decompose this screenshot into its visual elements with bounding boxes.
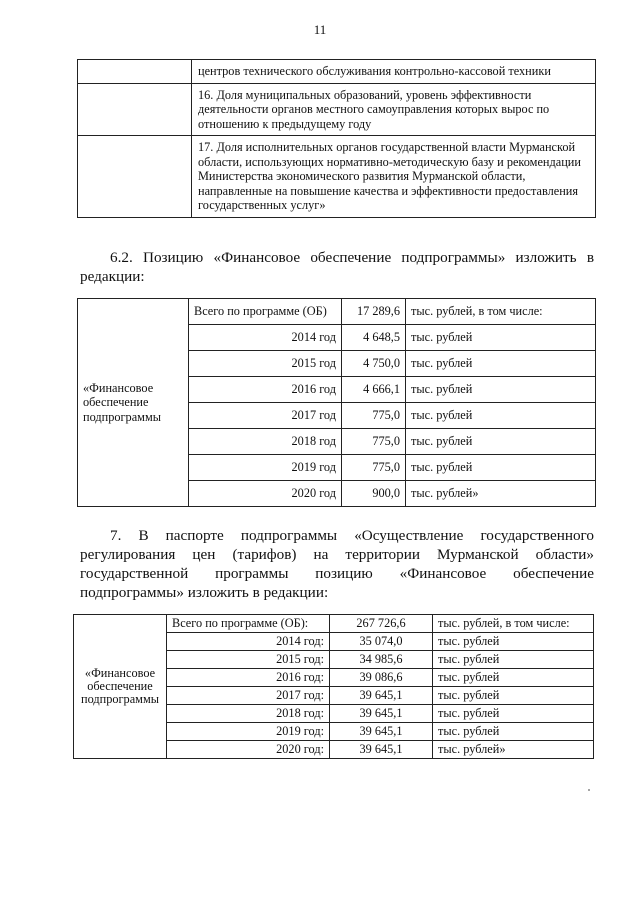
- period-cell: Всего по программе (ОБ):: [167, 615, 330, 633]
- period-cell: 2016 год:: [167, 669, 330, 687]
- paragraph-6-2: [80, 248, 594, 286]
- value-cell: 39 645,1: [330, 741, 433, 759]
- value-cell: 900,0: [342, 481, 406, 507]
- unit-cell: тыс. рублей, в том числе:: [433, 615, 594, 633]
- period-cell: 2016 год: [189, 377, 342, 403]
- value-cell: 17 289,6: [342, 299, 406, 325]
- paragraph-line: государственной программы позицию «Финансовое обеспечение: [80, 565, 594, 582]
- value-cell: 775,0: [342, 403, 406, 429]
- period-cell: 2020 год:: [167, 741, 330, 759]
- financing-label: «Финансовое обеспечение подпрограммы: [78, 299, 189, 507]
- value-cell: 39 645,1: [330, 723, 433, 741]
- period-cell: 2015 год: [189, 351, 342, 377]
- value-cell: 34 985,6: [330, 651, 433, 669]
- unit-cell: тыс. рублей: [406, 351, 596, 377]
- value-cell: 4 648,5: [342, 325, 406, 351]
- indicators-table: [77, 59, 596, 218]
- period-cell: 2017 год: [189, 403, 342, 429]
- indicator-text: центров технического обслуживания контрольно-кассовой техники: [192, 60, 596, 84]
- value-cell: 775,0: [342, 455, 406, 481]
- period-cell: 2018 год: [189, 429, 342, 455]
- unit-cell: тыс. рублей: [406, 455, 596, 481]
- period-cell: 2014 год: [189, 325, 342, 351]
- period-cell: 2019 год:: [167, 723, 330, 741]
- value-cell: 267 726,6: [330, 615, 433, 633]
- value-cell: 775,0: [342, 429, 406, 455]
- value-cell: 4 666,1: [342, 377, 406, 403]
- paragraph-7: [80, 526, 594, 602]
- table-row: [78, 60, 596, 84]
- table-row: [78, 136, 596, 218]
- paragraph-line: 7. В паспорте подпрограммы «Осуществление государственного: [110, 527, 594, 544]
- table-row: [78, 299, 596, 325]
- value-cell: 39 645,1: [330, 705, 433, 723]
- empty-cell: [78, 136, 192, 218]
- period-cell: 2014 год:: [167, 633, 330, 651]
- financing-table-6-2: [77, 298, 596, 507]
- unit-cell: тыс. рублей»: [406, 481, 596, 507]
- value-cell: 39 086,6: [330, 669, 433, 687]
- unit-cell: тыс. рублей: [433, 705, 594, 723]
- paragraph-line: 6.2. Позицию «Финансовое обеспечение подпрограммы» изложить в: [110, 249, 594, 266]
- empty-cell: [78, 83, 192, 136]
- scan-speck: [588, 789, 590, 791]
- value-cell: 4 750,0: [342, 351, 406, 377]
- unit-cell: тыс. рублей: [433, 723, 594, 741]
- period-cell: 2019 год: [189, 455, 342, 481]
- period-cell: 2020 год: [189, 481, 342, 507]
- financing-label: «Финансовое обеспечение подпрограммы: [74, 615, 167, 759]
- unit-cell: тыс. рублей»: [433, 741, 594, 759]
- paragraph-line: редакции:: [80, 268, 145, 285]
- table-row: [78, 83, 596, 136]
- financing-table-7: [73, 614, 594, 759]
- unit-cell: тыс. рублей: [433, 687, 594, 705]
- table-row: [74, 615, 594, 633]
- unit-cell: тыс. рублей: [406, 403, 596, 429]
- empty-cell: [78, 60, 192, 84]
- unit-cell: тыс. рублей: [406, 377, 596, 403]
- period-cell: Всего по программе (ОБ): [189, 299, 342, 325]
- unit-cell: тыс. рублей: [406, 325, 596, 351]
- unit-cell: тыс. рублей: [433, 651, 594, 669]
- paragraph-line: подпрограммы» изложить в редакции:: [80, 584, 329, 601]
- page-number: 11: [313, 22, 327, 37]
- indicator-text: 16. Доля муниципальных образований, уровень эффективности деятельности органов местного самоуправления которых вырос по отношению к предыдущему году: [192, 83, 596, 136]
- unit-cell: тыс. рублей: [406, 429, 596, 455]
- paragraph-line: регулирования цен (тарифов) на территории Мурманской области»: [80, 546, 594, 563]
- value-cell: 35 074,0: [330, 633, 433, 651]
- period-cell: 2015 год:: [167, 651, 330, 669]
- unit-cell: тыс. рублей: [433, 633, 594, 651]
- value-cell: 39 645,1: [330, 687, 433, 705]
- period-cell: 2017 год:: [167, 687, 330, 705]
- indicator-text: 17. Доля исполнительных органов государственной власти Мурманской области, использующих нормативно-методическую базу и рекомендации Министерства экономического развития Мурманской области, направленные на повышение качества и эффективности предоставления государственных услуг»: [192, 136, 596, 218]
- period-cell: 2018 год:: [167, 705, 330, 723]
- unit-cell: тыс. рублей: [433, 669, 594, 687]
- unit-cell: тыс. рублей, в том числе:: [406, 299, 596, 325]
